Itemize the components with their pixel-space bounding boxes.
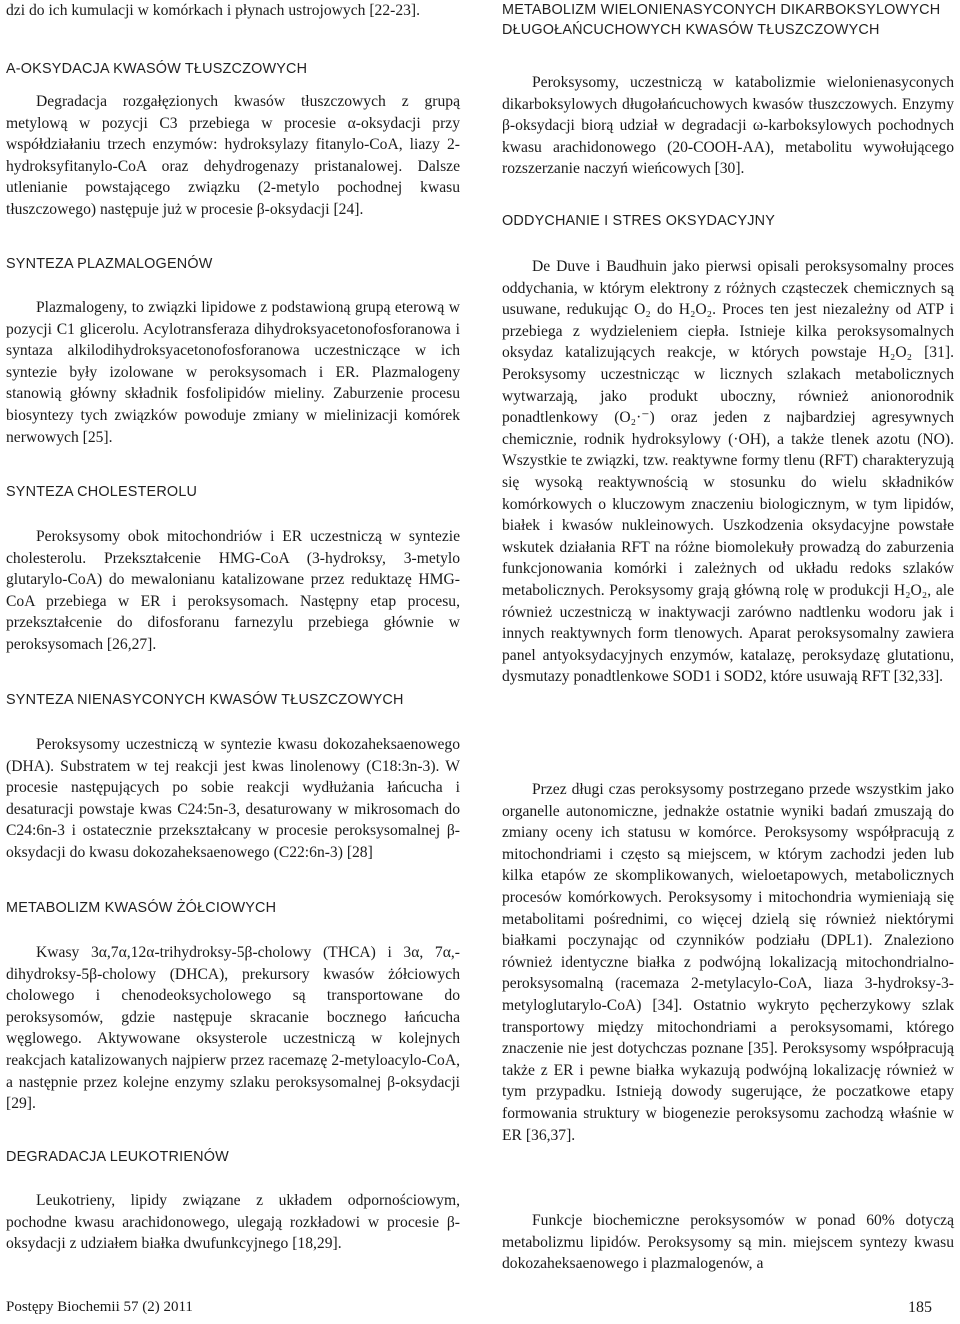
section-heading: DEGRADACJA LEUKOTRIENÓW: [6, 1149, 229, 1165]
page-number: 185: [908, 1299, 932, 1316]
paragraph: Peroksysomy obok mitochondriów i ER uczestniczą w syntezie cholesterolu. Przekształcenie HMG-CoA (3-hydroksy, 3-metylo glutarylo-CoA) do mewalonianu katalizowane przez reduktazę HMG-CoA przebiega w ER i peroksysomach. Następny etap procesu, przekształcenie do difosforanu farnezylu przebiega głównie w peroksysomach [26,27].: [6, 528, 460, 653]
section-heading: SYNTEZA PLAZMALOGENÓW: [6, 256, 213, 272]
section-heading: SYNTEZA CHOLESTEROLU: [6, 484, 198, 500]
paragraph: Degradacja rozgałęzionych kwasów tłuszczowych z grupą metylową w pozycji C3 przebiega w procesie α-oksydacji przy współdziałaniu trzech enzymów: hydroksylazy fitanylo-CoA, liazy 2-hydroksyfitanylo-CoA oraz dehydrogenazy pristanalowej. Dalsze utlenianie powstającego związku (2-metylo pochodnej kwasu tłuszczowego) następuje już w procesie β-oksydacji [24].: [6, 93, 460, 218]
section-heading: METABOLIZM KWASÓW ŻÓŁCIOWYCH: [6, 900, 277, 916]
paragraph: Przez długi czas peroksysomy postrzegano przede wszystkim jako organelle autonomiczne, jednakże ostatnie wyniki badań zmuszają do zmiany oceny ich statusu w komórce. Peroksysomy współpracują z mitochondriami i często są miejscem, w którym zachodzi jeden lub kilka etapów ze skomplikowanych, wieloetapowych, metabolicznych procesów komórkowych. Peroksysomy i mitochondria wymieniają się metabolitami pośrednimi, co więcej dzielą się również niektórymi białkami poczynając od czynników podziału (DPL1). Znaleziono również identyczne białka z podwójną lokalizacją mitochondrialno-peroksysomalną (racemaza 2-metylacylo-CoA, liaza 3-hydroksy-3-metyloglutarylo-CoA) [34]. Ostatnio wykryto pęcherzykowy szlak transportowy między mitochondriami a peroksysomami, którego znaczenie nie jest dotychczas poznane [35]. Peroksysomy współpracują także z ER i pewne białka wykazują podwójną lokalizację również w tym przypadku. Istnieją dowody sugerujące, że poczatkowe etapy formowania struktury w biogenezie peroksysomu zachodzą właśnie w ER [36,37].: [502, 781, 954, 1144]
paragraph: dzi do ich kumulacji w komórkach i płynach ustrojowych [22-23].: [6, 2, 421, 19]
paragraph: Plazmalogeny, to związki lipidowe z podstawioną grupą eterową w pozycji C1 glicerolu. Acylotransferaza dihydroksyacetonofosforanowa i syntaza alkilodihydroksyacetonofosforanowa uczestniczące w ich syntezie były izolowane w peroksysomach i ER. Plazmalogeny stanowią główny składnik fosfolipidów mieliny. Zaburzenie procesu biosyntezy tych związków powoduje zmiany w mielinizacji komórek nerwowych [25].: [6, 299, 460, 446]
journal-footer: Postępy Biochemii 57 (2) 2011: [6, 1299, 193, 1315]
paragraph: Kwasy 3α,7α,12α-trihydroksy-5β-cholowy (THCA) i 3α, 7α,-dihydroksy-5β-cholowy (DHCA), prekursory kwasów żółciowych cholowego i chenodeoksycholowego są transportowane do peroksysomów, gdzie następuje skracanie bocznego łańcucha węglowego. Aktywowane oksysterole uczestniczą w kolejnych reakcjach katalizowanych najpierw przez racemazę 2-metyloacylo-CoA, a następnie przez kolejne enzymy szlaku peroksysomalnej β-oksydacji [29].: [6, 944, 460, 1113]
paragraph: Leukotrieny, lipidy związane z układem odpornościowym, pochodne kwasu arachidonowego, ulegają rozkładowi w procesie β-oksydacji z udziałem białka dwufunkcyjnego [18,29].: [6, 1192, 460, 1253]
paragraph: De Duve i Baudhuin jako pierwsi opisali peroksysomalny proces oddychania, w którym elektrony z różnych cząsteczek chemicznych są usuwane, redukując O₂ do H₂O₂. Proces ten jest niezależny od ATP i przebiega z wydzieleniem ciepła. Istnieje kilka peroksysomalnych oksydaz katalizujących reakcje, w których powstaje H₂O₂ [31]. Peroksysomy uczestnicząc w licznych szlakach metabolicznych wytwarzają, jako produkt uboczny, również anionorodnik ponadtlenkowy (O₂·⁻) oraz jeden z najbardziej agresywnych chemicznie, rodnik hydroksylowy (·OH), a także tlenek azotu (NO). Wszystkie te związki, tzw. reaktywne formy tlenu (RFT) charakteryzują się wysoką reaktywnością w stosunku do wielu składników komórkowych o kluczowym znaczeniu biologicznym, w tym lipidów, białek i kwasów nukleinowych. Uszkodzenia oksydacyjne powstałe wskutek działania RFT na różne biomolekuły prowadzą do zaburzenia funkcjonowania komórki i zależnych od układu redoks szlaków metabolicznych. Peroksysomy grają główną rolę w produkcji H₂O₂, ale również uczestniczą w inaktywacji zarówno nadtlenku wodoru jak i innych reaktywnych form tlenowych. Aparat peroksysomalny zawiera panel antyoksydacyjnych enzymów, katalazę, peroksydazę glutationu, dysmutazy ponadtlenkowe SOD1 i SOD2, które usuwają RFT [32,33].: [502, 258, 954, 686]
section-heading: ODDYCHANIE I STRES OKSYDACYJNY: [502, 213, 776, 229]
section-heading: SYNTEZA NIENASYCONYCH KWASÓW TŁUSZCZOWYCH: [6, 692, 404, 708]
paragraph: Peroksysomy, uczestniczą w katabolizmie wielonienasyconych dikarboksylowych długołańcuchowych kwasów tłuszczowych. Enzymy β-oksydacji biorą udział w degradacji ω-karboksylowych pochodnych kwasu arachidonowego (20-COOH-AA), metabolitu wywołującego rozszerzanie naczyń wieńcowych [30].: [502, 74, 954, 178]
section-heading: METABOLIZM WIELONIENASYCONYCH DIKARBOKSYLOWYCH DŁUGOŁAŃCUCHOWYCH KWASÓW TŁUSZCZOWYCH: [502, 2, 941, 38]
section-heading: Α-OKSYDACJA KWASÓW TŁUSZCZOWYCH: [6, 61, 308, 77]
paragraph: Funkcje biochemiczne peroksysomów w ponad 60% dotyczą metabolizmu lipidów. Peroksysomy są min. miejscem syntezy kwasu dokozaheksaenowego i plazmalogenów, a: [502, 1212, 954, 1273]
paragraph: Peroksysomy uczestniczą w syntezie kwasu dokozaheksaenowego (DHA). Substratem w tej reakcji jest kwas linolenowy (C18:3n-3). W procesie następujących po sobie reakcji wydłużania łańcucha i desaturacji powstaje kwas C24:5n-3, desaturowany w mikrosomach do C24:6n-3 i ostatecznie przekształcany w procesie peroksysomalnej β-oksydacji do kwasu dokozaheksaenowego (C22:6n-3) [28]: [6, 736, 460, 861]
